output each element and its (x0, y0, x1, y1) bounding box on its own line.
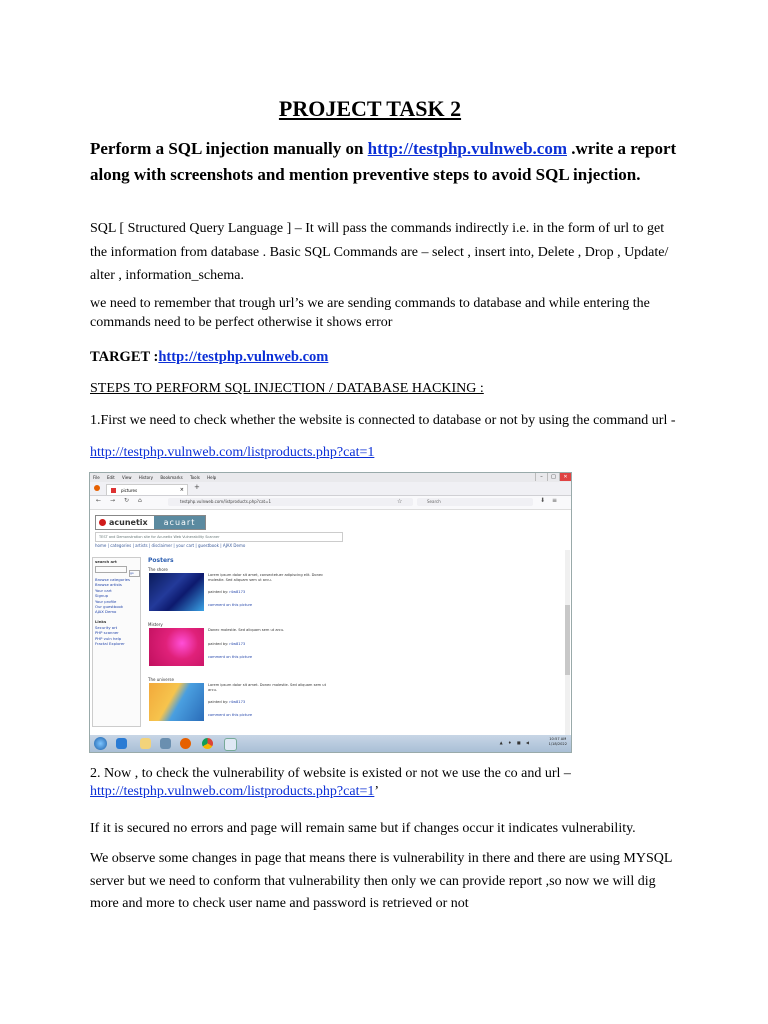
security-note-paragraph: If it is secured no errors and page will remain same but if changes occur it indicates vulnerability. (90, 821, 636, 836)
downloads-icon: ⬇ (540, 497, 546, 504)
clock-time: 10:57 AM (549, 737, 567, 741)
site-tagline: TEST and Demonstration site for Acunetix Web Vulnerability Scanner (95, 532, 343, 542)
poster-item (148, 683, 338, 729)
url-commands-paragraph: we need to remember that trough url’s we are sending commands to database and while entering the commands need to be perfect otherwise it shows error (90, 296, 650, 330)
bookmark-star-icon: ☆ (397, 498, 403, 505)
comment-link: comment on this picture (208, 655, 253, 659)
target-link-lead[interactable]: http://testphp.vulnweb.com (367, 139, 567, 158)
browser-menubar (90, 473, 571, 482)
window-controls (535, 473, 571, 482)
start-button-icon (94, 737, 107, 750)
menu-history: History (138, 475, 154, 480)
side-link: PHP vuln help (95, 635, 122, 641)
site-sidebar (92, 557, 141, 727)
target-line (90, 346, 680, 370)
poster-painted-by: painted by: r4w8173 (208, 642, 246, 646)
explorer-folder-icon (140, 738, 151, 749)
menu-edit: Edit (106, 475, 115, 480)
tab-close-icon: × (179, 487, 184, 493)
clock-date: 1/18/2022 (548, 742, 567, 746)
web-page (90, 510, 571, 735)
comment-link: comment on this picture (208, 603, 253, 607)
side-link: Our guestbook (95, 604, 124, 610)
minimize-icon: – (535, 473, 547, 481)
side-link: Your profile (95, 598, 117, 604)
side-link: Signup (95, 593, 109, 599)
search-art-input (95, 566, 127, 573)
poster-title: The universe (148, 677, 174, 682)
side-link: Fractal Explorer (95, 641, 125, 647)
browser-tabbar (90, 482, 571, 496)
side-link: AJAX Demo (95, 609, 117, 615)
menu-view: View (122, 475, 132, 480)
ie-icon (116, 738, 127, 749)
posters-section (148, 557, 338, 729)
page-scrollbar (565, 550, 570, 753)
poster-title: The shore (148, 567, 168, 572)
firefox-icon (94, 485, 100, 491)
logo-acuart: acuart (154, 516, 205, 529)
comment-link: comment on this picture (208, 713, 253, 717)
poster-painted-by: painted by: r4w8173 (208, 590, 246, 594)
taskbar-clock (549, 737, 567, 747)
artist-link: r4w8173 (229, 700, 246, 704)
task-description (90, 136, 690, 188)
menu-bookmarks: Bookmarks (160, 475, 183, 480)
poster-thumbnail (149, 628, 204, 666)
step1-link-line (90, 441, 680, 465)
new-tab-icon: + (194, 483, 200, 491)
artist-link: r4w8173 (229, 642, 246, 646)
step1-text: 1.First we need to check whether the website is connected to database or not by using the command url - (90, 413, 676, 428)
observation-paragraph: We observe some changes in page that means there is vulnerability in there and there are using MYSQL server but we need to conform that vulnerability then only we can provide report ,so now we will dig more and more to check user name and password is retrieved or not (90, 851, 672, 911)
poster-desc: Lorem ipsum dolor sit amet, consectetuer adipiscing elit. Donec molestie. Sed aliquam sem ut arcu. (208, 573, 324, 582)
links-heading: Links (95, 618, 107, 624)
chrome-icon (202, 738, 213, 749)
posters-heading: Posters (148, 557, 174, 564)
acunetix-logo-icon (99, 519, 106, 526)
windows-taskbar (90, 735, 571, 752)
step1-link[interactable]: http://testphp.vulnweb.com/listproducts.php?cat=1 (90, 445, 375, 460)
side-link: Browse categories (95, 577, 130, 582)
steps-heading: STEPS TO PERFORM SQL INJECTION / DATABASE HACKING : (90, 381, 484, 396)
logo-acunetix: acunetix (109, 518, 148, 527)
browser-search-box: Search (417, 498, 533, 506)
menu-help: Help (207, 475, 217, 480)
menu-file: File (93, 475, 100, 480)
lead-suffix: .write a report along with screenshots and mention preventive steps to avoid SQL injection. (90, 139, 677, 184)
step2-text: 2. Now , to check the vulnerability of website is existed or not we use the co and url – (90, 766, 571, 781)
step2-paragraph (90, 765, 680, 801)
search-art-label: search art (95, 559, 117, 564)
poster-thumbnail (149, 573, 204, 611)
target-label: TARGET : (90, 349, 159, 365)
home-icon: ⌂ (138, 497, 142, 504)
step2-suffix: ’ (374, 784, 380, 799)
system-tray-icons: ▲ ♦ ■ ◀ (499, 740, 531, 745)
close-icon: ✕ (559, 473, 571, 481)
sql-definition-paragraph: SQL [ Structured Query Language ] – It will pass the commands indirectly i.e. in the form of url to get the information from database . Basic SQL Commands are – select , insert into, Delete , Drop , Update/ alter , information_schema. (90, 221, 669, 283)
site-topnav: home | categories | artists | disclaimer | your cart | guestbook | AJAX Demo (95, 543, 246, 548)
lead-prefix: Perform a SQL injection manually on (90, 139, 368, 158)
artist-link: r4w8173 (229, 590, 246, 594)
browser-navbar (90, 496, 571, 510)
poster-title: Mistery (148, 622, 163, 627)
poster-desc: Lorem ipsum dolor sit amet. Donec molestie. Sed aliquam sem ut arcu. (208, 683, 326, 692)
favicon-icon (111, 488, 116, 493)
media-player-icon (160, 738, 171, 749)
page-title: PROJECT TASK 2 (278, 96, 462, 121)
search-go-button: go (129, 570, 140, 577)
poster-item (148, 573, 338, 619)
poster-item (148, 628, 338, 674)
side-link: Browse artists (95, 582, 122, 588)
browser-tab (106, 484, 188, 495)
tab-label: pictures (121, 488, 138, 493)
back-icon: ← (96, 497, 102, 504)
side-link: PHP scanner (95, 630, 119, 636)
address-bar: testphp.vulnweb.com/listproducts.php?cat=1 (168, 498, 413, 506)
firefox-taskbar-icon (180, 738, 191, 749)
poster-painted-by: painted by: r4w8173 (208, 700, 246, 704)
reload-icon: ↻ (124, 497, 130, 504)
poster-thumbnail (149, 683, 204, 721)
target-link[interactable]: http://testphp.vulnweb.com (158, 349, 329, 365)
side-link: Your cart (95, 587, 112, 593)
menu-icon: ≡ (552, 497, 558, 504)
step2-link[interactable]: http://testphp.vulnweb.com/listproducts.php?cat=1 (90, 784, 375, 799)
window-thumbnail-icon (224, 738, 237, 751)
forward-icon: → (110, 497, 116, 504)
menu-tools: Tools (189, 475, 200, 480)
maximize-icon: □ (547, 473, 559, 481)
browser-screenshot (89, 472, 572, 753)
side-link: Security art (95, 624, 118, 630)
poster-desc: Donec molestie. Sed aliquam sem ut arcu. (208, 628, 285, 632)
site-logo (95, 515, 206, 530)
